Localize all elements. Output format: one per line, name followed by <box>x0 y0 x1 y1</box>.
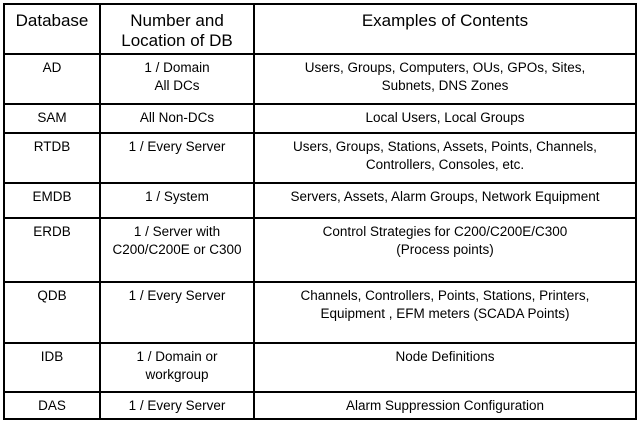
cell-database: SAM <box>4 104 100 132</box>
table-row-ad <box>4 54 636 104</box>
database-table <box>3 3 637 420</box>
cell-database: ERDB <box>4 218 100 282</box>
cell-number-location: 1 / Domain All DCs <box>100 54 254 104</box>
cell-contents: Servers, Assets, Alarm Groups, Network Equipment <box>254 183 636 218</box>
cell-contents: Alarm Suppression Configuration <box>254 392 636 419</box>
table-row-idb <box>4 343 636 391</box>
cell-contents: Control Strategies for C200/C200E/C300 (Process points) <box>254 218 636 282</box>
cell-database: EMDB <box>4 183 100 218</box>
table-row-das <box>4 392 636 419</box>
table-row-qdb <box>4 282 636 343</box>
table-row-rtdb <box>4 133 636 183</box>
cell-number-location: 1 / System <box>100 183 254 218</box>
cell-database: DAS <box>4 392 100 419</box>
cell-number-location: 1 / Every Server <box>100 282 254 343</box>
cell-database: IDB <box>4 343 100 391</box>
cell-contents: Node Definitions <box>254 343 636 391</box>
table-row-emdb <box>4 183 636 218</box>
cell-database: QDB <box>4 282 100 343</box>
cell-number-location: All Non-DCs <box>100 104 254 132</box>
cell-database: RTDB <box>4 133 100 183</box>
table-row-sam <box>4 104 636 132</box>
header-row <box>4 4 636 54</box>
cell-number-location: 1 / Every Server <box>100 133 254 183</box>
cell-contents: Channels, Controllers, Points, Stations, Printers, Equipment , EFM meters (SCADA Points) <box>254 282 636 343</box>
table-row-erdb <box>4 218 636 282</box>
cell-contents: Local Users, Local Groups <box>254 104 636 132</box>
cell-number-location: 1 / Server with C200/C200E or C300 <box>100 218 254 282</box>
header-database: Database <box>4 4 100 54</box>
header-examples: Examples of Contents <box>254 4 636 54</box>
cell-contents: Users, Groups, Stations, Assets, Points, Channels, Controllers, Consoles, etc. <box>254 133 636 183</box>
cell-number-location: 1 / Domain or workgroup <box>100 343 254 391</box>
cell-contents: Users, Groups, Computers, OUs, GPOs, Sites, Subnets, DNS Zones <box>254 54 636 104</box>
header-number-location: Number and Location of DB <box>100 4 254 54</box>
cell-database: AD <box>4 54 100 104</box>
cell-number-location: 1 / Every Server <box>100 392 254 419</box>
